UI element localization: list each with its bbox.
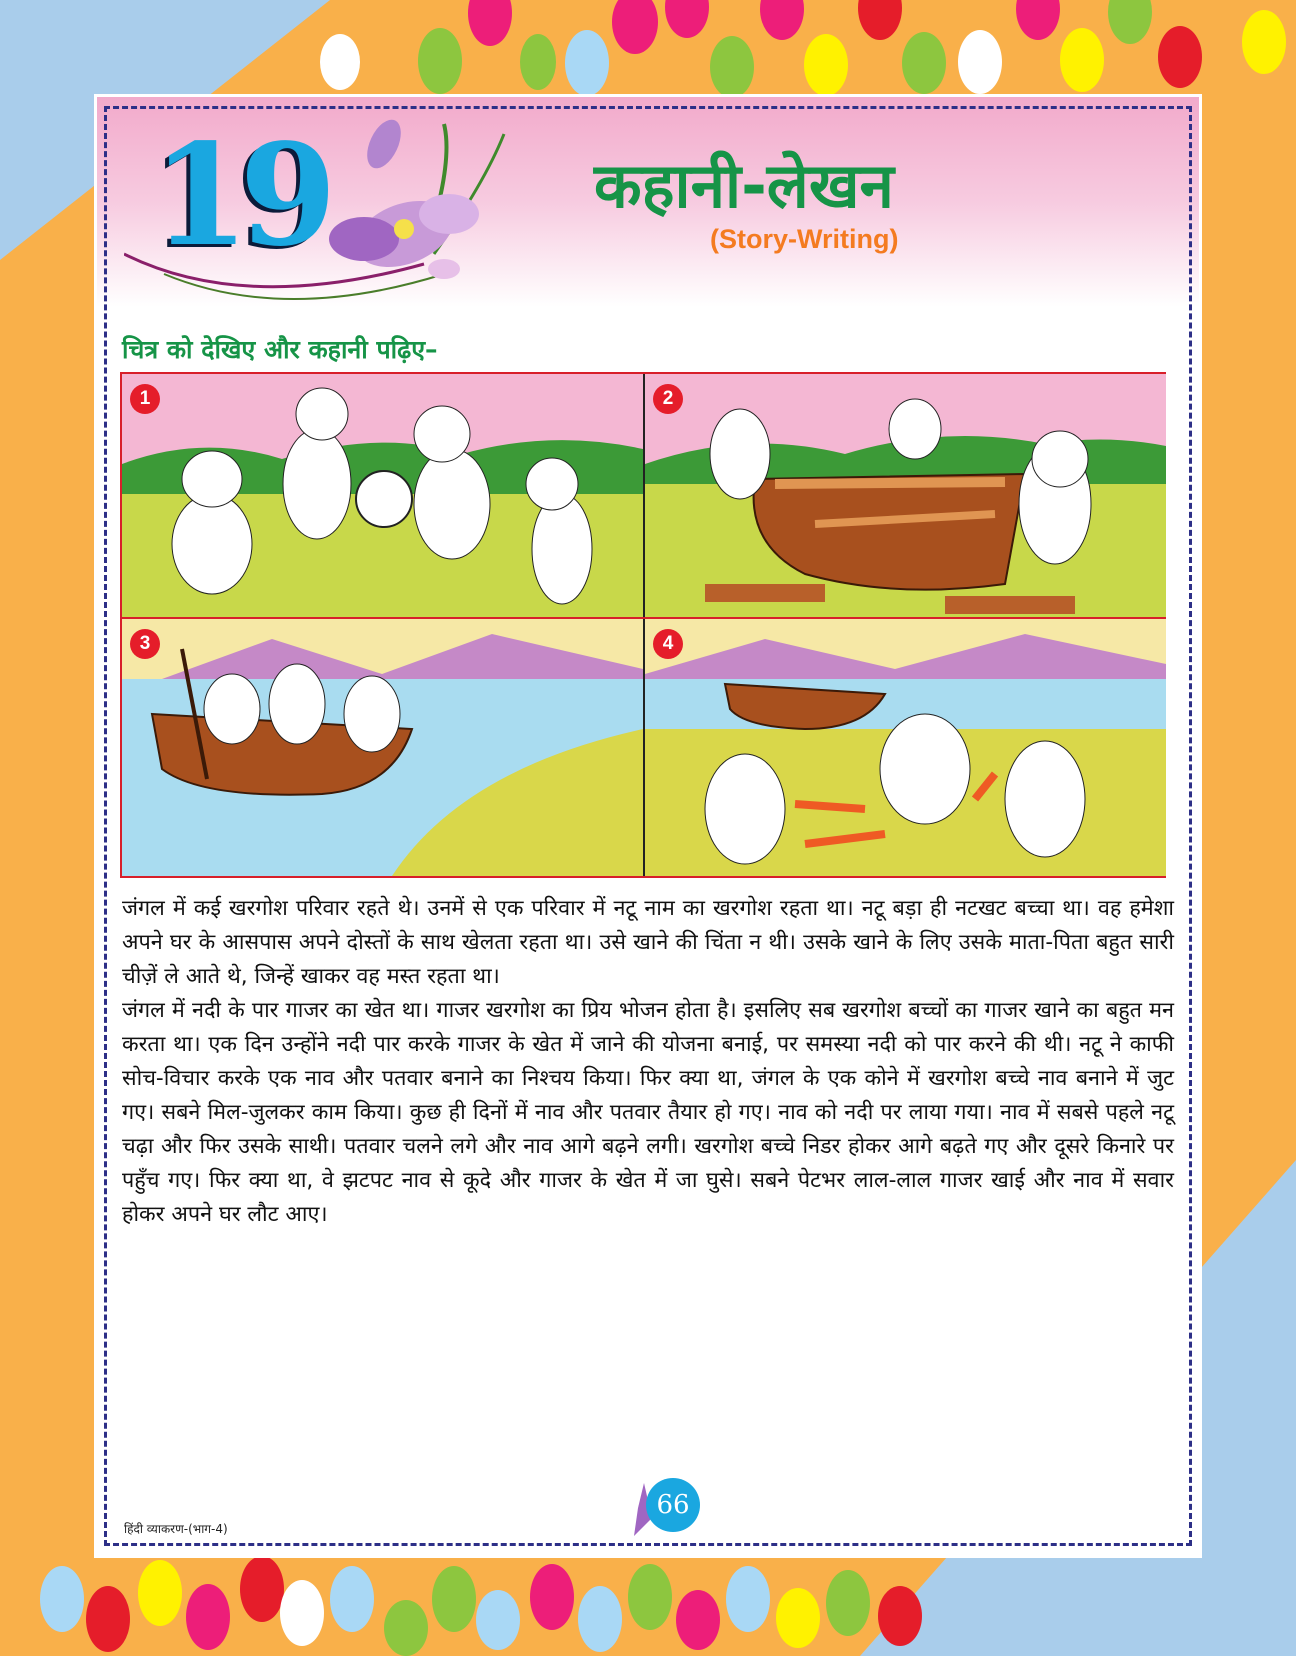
panel-divider-horizontal — [122, 617, 1166, 619]
chapter-title-hindi: कहानी-लेखन — [594, 149, 894, 222]
story-illustration — [120, 372, 1166, 878]
instruction-text: चित्र को देखिए और कहानी पढ़िए– — [122, 335, 438, 364]
book-page — [94, 94, 1202, 1558]
page-number: 66 — [646, 1478, 700, 1532]
panel-divider-vertical — [643, 374, 645, 876]
panel-number-badge: 1 — [130, 384, 160, 414]
panel-1-football — [122, 374, 643, 617]
story-paragraph-2: जंगल में नदी के पार गाजर का खेत था। गाजर खरगोश का प्रिय भोजन होता है। इसलिए सब खरगोश बच्चों का गाजर खाने का बहुत मन करता था। एक दिन उन्होंने नदी पार करके गाजर के खेत में जाने की योजना बनाई, पर समस्या नदी को पार करने की थी। नटू ने काफी सोच-विचार करके एक नाव और पतवार बनाने का निश्चय किया। फिर क्या था, जंगल के एक कोने में खरगोश बच्चे नाव बनाने में जुट गए। सबने मिल-जुलकर काम किया। कुछ ही दिनों में नाव और पतवार तैयार हो गए। नाव को नदी पर लाया गया। नाव में सबसे पहले नटू चढ़ा और फिर उसके साथी। पतवार चलने लगे और नाव आगे बढ़ने लगी। खरगोश बच्चे निडर होकर आगे बढ़ते गए और दूसरे किनारे पर पहुँच गए। फिर क्या था, वे झटपट नाव से कूदे और गाजर के खेत में जा घुसे। सबने पेटभर लाल-लाल गाजर खाई और नाव में सवार होकर अपने घर लौट आए। — [122, 998, 1174, 1227]
panel-number-badge: 4 — [653, 629, 683, 659]
panel-number-badge: 3 — [130, 629, 160, 659]
panel-2-building-boat — [645, 374, 1166, 617]
book-name: हिंदी व्याकरण-(भाग-4) — [124, 1522, 228, 1536]
chapter-title-english: (Story-Writing) — [710, 224, 899, 254]
story-text — [122, 892, 1174, 1232]
panel-3-rowing-river — [122, 619, 643, 876]
story-paragraph-1: जंगल में कई खरगोश परिवार रहते थे। उनमें से एक परिवार में नटू नाम का खरगोश रहता था। नटू बड़ा ही नटखट बच्चा था। वह हमेशा अपने घर के आसपास अपने दोस्तों के साथ खेलता रहता था। उसे खाने की चिंता न थी। उसके खाने के लिए उसके माता-पिता बहुत सारी चीज़ें ले आते थे, जिन्हें खाकर वह मस्त रहता था। — [122, 896, 1174, 989]
page-number-badge — [624, 1478, 704, 1538]
panel-4-eating-carrots — [645, 619, 1166, 876]
panel-number-badge: 2 — [653, 384, 683, 414]
chapter-number: 19 — [152, 114, 327, 278]
